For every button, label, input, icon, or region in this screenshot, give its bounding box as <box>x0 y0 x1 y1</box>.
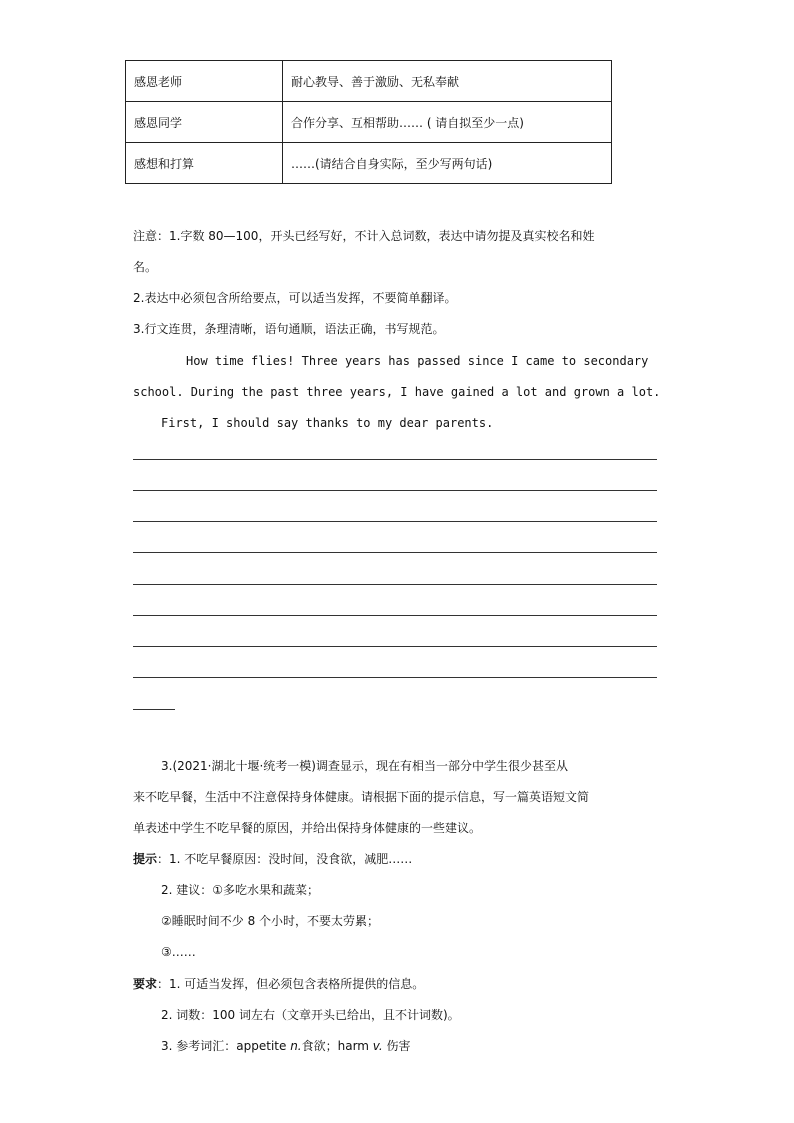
req-3-pre: 3. 参考词汇：appetite <box>161 1039 291 1053</box>
note-line-2: 2.表达中必须包含所给要点，可以适当发挥，不要简单翻译。 <box>133 291 457 305</box>
table-cell-content: 合作分享、互相帮助…… ( 请自拟至少一点) <box>283 102 612 143</box>
req-3-pos-v: v. <box>372 1039 383 1053</box>
req-line-3 <box>161 1038 411 1054</box>
writing-line <box>133 521 657 522</box>
essay-start-line-3: First, I should say thanks to my dear parents. <box>161 416 494 430</box>
req-3-pos-n: n. <box>290 1039 302 1053</box>
req-3-post: 伤害 <box>382 1039 411 1053</box>
q3-line-3: 单表述中学生不吃早餐的原因，并给出保持身体健康的一些建议。 <box>133 821 482 835</box>
hint-line-4: ③…… <box>161 945 196 959</box>
req-line-2: 2. 词数：100 词左右（文章开头已给出，且不计词数)。 <box>161 1008 460 1022</box>
writing-line <box>133 584 657 585</box>
table-cell-label: 感恩同学 <box>126 102 283 143</box>
table-cell-content: 耐心教导、善于激励、无私奉献 <box>283 61 612 102</box>
req-label: 要求 <box>133 977 158 991</box>
table-cell-label: 感恩老师 <box>126 61 283 102</box>
writing-line <box>133 552 657 553</box>
req-line-1 <box>133 976 424 992</box>
table-cell-content: ……(请结合自身实际，至少写两句话) <box>283 143 612 184</box>
writing-line <box>133 646 657 647</box>
writing-line-short <box>133 709 175 710</box>
writing-line <box>133 490 657 491</box>
table-row <box>126 61 612 102</box>
table-row <box>126 143 612 184</box>
hint-line-1 <box>133 851 412 867</box>
hint-line-2: 2. 建议：①多吃水果和蔬菜； <box>161 883 320 897</box>
essay-start-line-1: How time flies! Three years has passed since I came to secondary <box>186 354 649 368</box>
note-line-1: 注意：1.字数 80—100，开头已经写好，不计入总词数，表达中请勿提及真实校名和姓 <box>133 229 595 243</box>
writing-line <box>133 677 657 678</box>
hint-1-text: ：1. 不吃早餐原因：没时间，没食欲，减肥…… <box>157 852 413 866</box>
table-row <box>126 102 612 143</box>
writing-line <box>133 615 657 616</box>
req-1-text: ：1. 可适当发挥，但必须包含表格所提供的信息。 <box>157 977 425 991</box>
q3-line-2: 来不吃早餐，生活中不注意保持身体健康。请根据下面的提示信息，写一篇英语短文简 <box>133 790 590 804</box>
req-3-mid: 食欲；harm <box>301 1039 373 1053</box>
writing-line <box>133 459 657 460</box>
essay-start-line-2: school. During the past three years, I have gained a lot and grown a lot. <box>133 385 661 399</box>
table-cell-label: 感想和打算 <box>126 143 283 184</box>
q3-line-1: 3.(2021·湖北十堰·统考一模)调查显示，现在有相当一部分中学生很少甚至从 <box>161 759 568 773</box>
points-table <box>125 60 612 184</box>
note-line-3: 3.行文连贯，条理清晰，语句通顺，语法正确，书写规范。 <box>133 322 445 336</box>
note-line-1-cont: 名。 <box>133 260 158 274</box>
hint-label: 提示 <box>133 852 158 866</box>
hint-line-3: ②睡眠时间不少 8 个小时，不要太劳累； <box>161 914 380 928</box>
